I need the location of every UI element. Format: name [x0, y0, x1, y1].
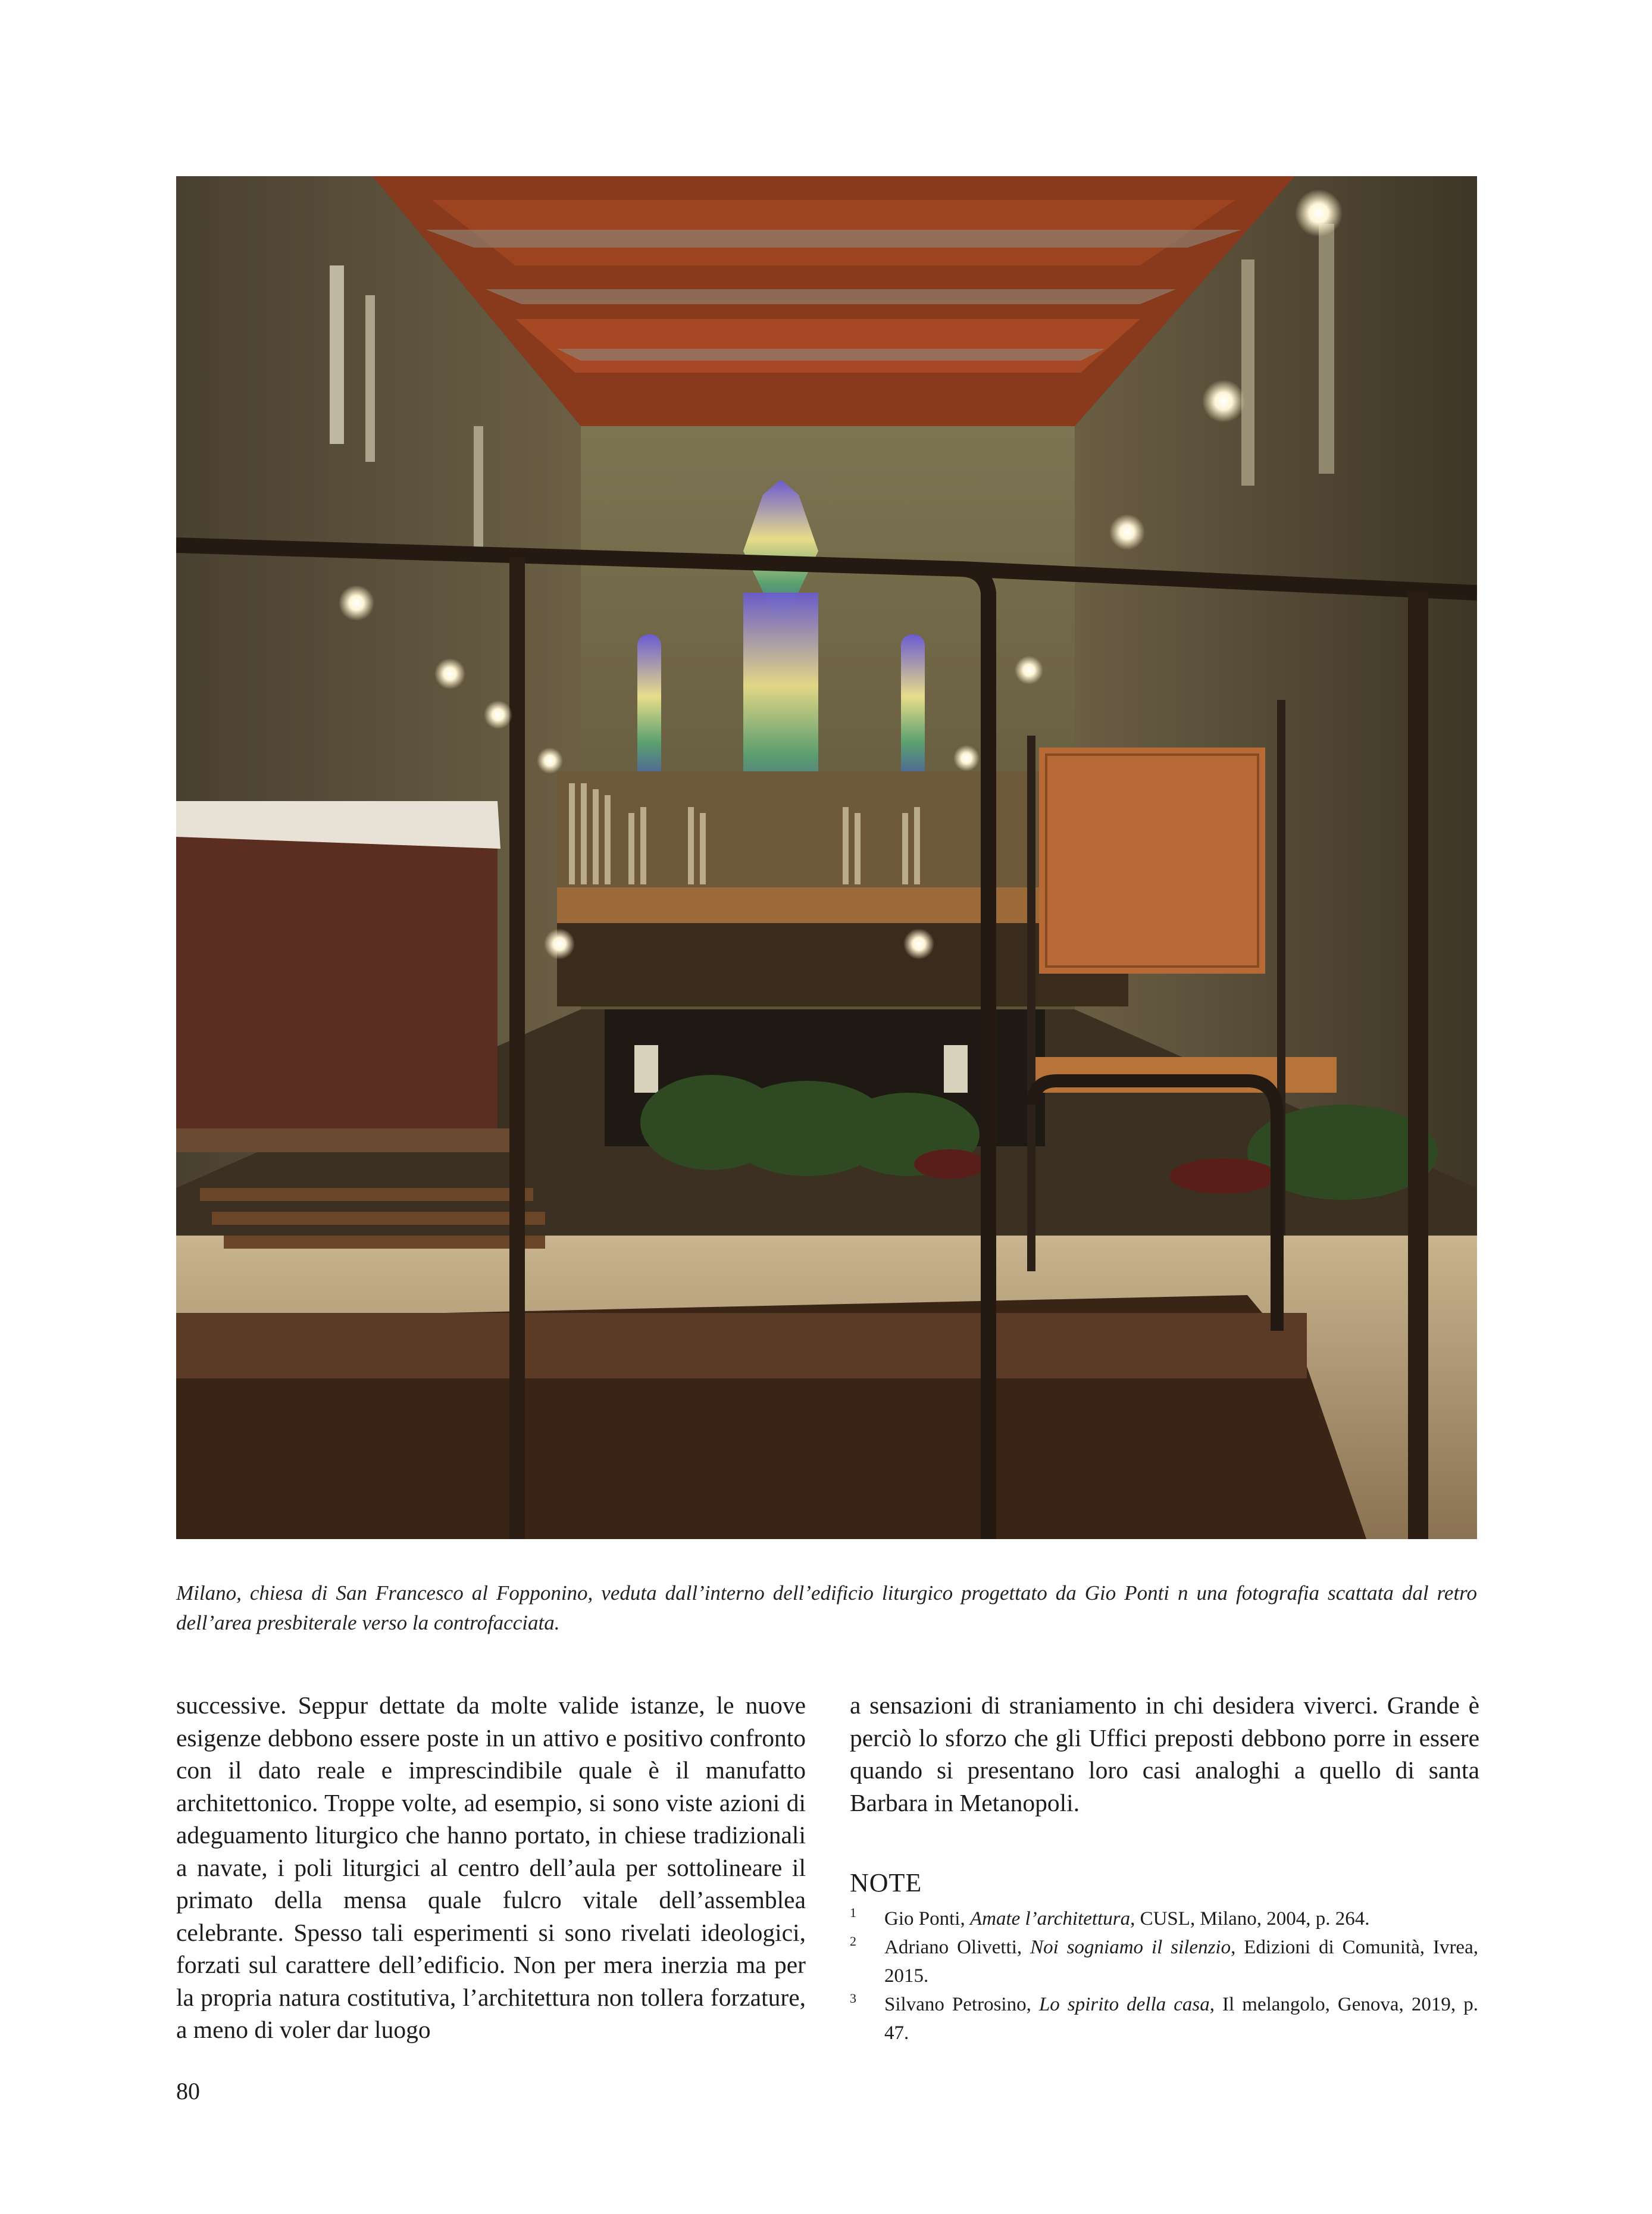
note-item — [850, 1905, 1478, 1933]
note-title: Noi sogniamo il silenzio — [1030, 1937, 1231, 1958]
note-details: , CUSL, Milano, 2004, p. 264. — [1130, 1908, 1370, 1930]
notes-heading: NOTE — [850, 1868, 922, 1897]
body-text-right-column — [850, 1689, 1479, 1819]
note-author: Gio Ponti, — [884, 1908, 970, 1930]
note-title: Amate l’architettura — [969, 1908, 1131, 1930]
note-item — [850, 1933, 1478, 1990]
note-author: Silvano Petrosino, — [884, 1994, 1039, 2015]
note-item — [850, 1990, 1478, 2047]
photo-caption: Milano, chiesa di San Francesco al Fopponino, veduta dall’interno dell’edificio liturgico progettato da Gio Ponti n una fotografia scattata dal retro dell’area presbiterale verso la controfacciata. — [176, 1581, 1477, 1634]
note-number: 1 — [850, 1905, 856, 1920]
notes-list — [850, 1905, 1478, 2047]
note-author: Adriano Olivetti, — [884, 1937, 1031, 1958]
note-number: 3 — [850, 1991, 856, 2006]
page-number: 80 — [176, 2078, 200, 2104]
note-details: , Edizioni di Comunità, Ivrea, 2015. — [884, 1937, 1478, 1987]
note-title: Lo spirito della casa — [1038, 1994, 1210, 2015]
body-text-left-column — [176, 1689, 806, 2046]
note-number: 2 — [850, 1934, 856, 1949]
photo-illustration — [176, 176, 1477, 1539]
note-details: , Il melangolo, Genova, 2019, p. 47. — [884, 1994, 1478, 2044]
body-paragraph: successive. Seppur dettate da molte valide istanze, le nuove esigenze debbono essere poste in un attivo e positivo confronto con il dato reale e imprescindibile quale è il manufatto architettonico. Troppe volte, ad esempio, si sono viste azioni di adeguamento liturgico che hanno portato, in chiese tradizionali a navate, i poli liturgici al centro dell’aula per sottolineare il primato della mensa quale fulcro vitale dell’assemblea celebrante. Spesso tali esperimenti si sono rivelati ideologici, forzati sul carattere dell’edificio. Non per mera inerzia ma per la propria natura costitutiva, l’architettura non tollera forzature, a meno di voler dar luogo — [176, 1691, 806, 2043]
church-interior-photo — [176, 176, 1477, 1539]
body-paragraph: a sensazioni di straniamento in chi desidera viverci. Grande è perciò lo sforzo che gli Uffici preposti debbono porre in essere quando si presentano loro casi analoghi a quello di santa Barbara in Metanopoli. — [850, 1691, 1479, 1816]
